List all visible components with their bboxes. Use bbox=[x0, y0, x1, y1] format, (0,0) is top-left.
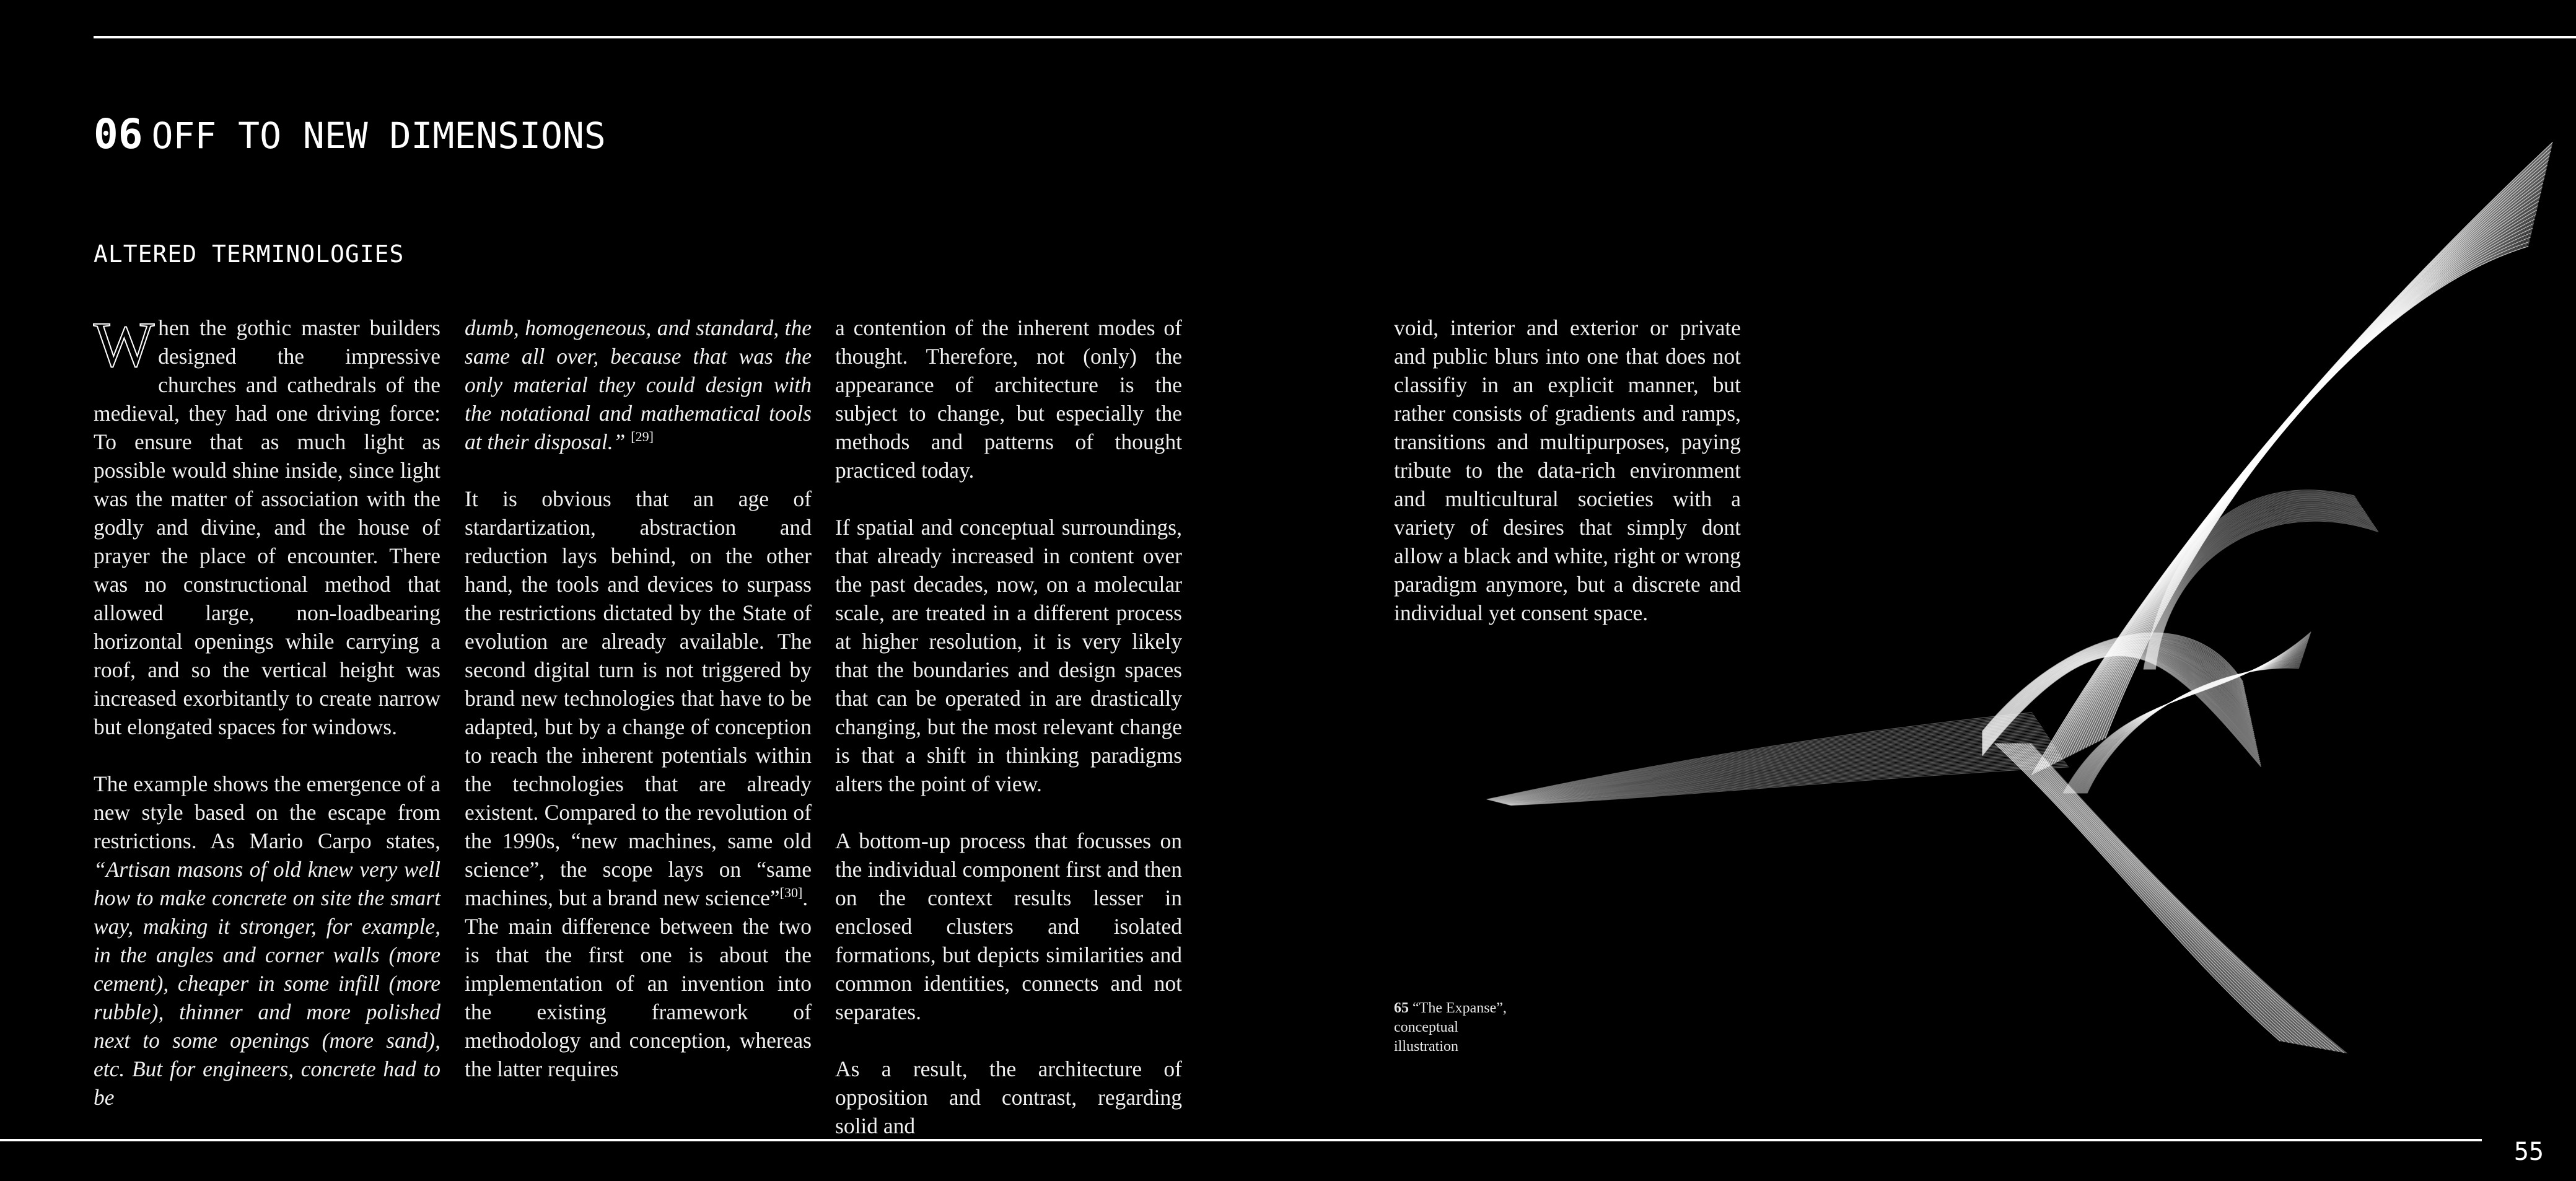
paragraph bbox=[465, 485, 812, 912]
text-column-2 bbox=[465, 314, 812, 1083]
figure-number: 65 bbox=[1394, 1000, 1409, 1016]
paragraph bbox=[94, 770, 440, 1112]
drop-cap: W bbox=[94, 309, 155, 380]
text-column-1 bbox=[94, 309, 440, 1112]
footnote-ref: [29] bbox=[631, 429, 654, 445]
figure-caption bbox=[1394, 999, 1518, 1056]
paragraph bbox=[94, 309, 440, 741]
paragraph: A bottom-up process that focusses on the individual component first and then on the context results lesser in enclosed clusters and isolated formations, but depicts similarities and common identities, connects and not separates. bbox=[835, 828, 1182, 1024]
chapter-heading bbox=[94, 110, 606, 158]
paragraph: The main difference between the two is that the first one is about the implementation of an invention into the existing framework of methodology and conception, whereas the latter requires bbox=[465, 914, 812, 1081]
chapter-number: 06 bbox=[94, 110, 143, 158]
paragraph-text: It is obvious that an age of stardartization, abstraction and reduction lays behind, on the other hand, the tools and devices to surpass the restrictions dictated by the State of evolution are already available. The second digital turn is not triggered by brand new technologies that have to be adapted, but by a change of conception to reach the inherent potentials within the technologies that are already existent. Compared to the revolution of the 1990s, “new machines, same old science”, the scope lays on “same machines, but a brand new science” bbox=[465, 486, 812, 910]
paragraph: a contention of the inherent modes of thought. Therefore, not (only) the appearance of architecture is the subject to change, but especially the methods and patterns of thought practiced today. bbox=[835, 315, 1182, 483]
paragraph: If spatial and conceptual surroundings, that already increased in content over the past decades, now, on a molecular scale, are treated in a different process at higher resolution, it is very likely that the boundaries and design spaces that can be operated in are drastically changing, but the most relevant change is that a shift in thinking paradigms alters the point of view. bbox=[835, 515, 1182, 796]
expanse-illustration bbox=[1474, 124, 2565, 1115]
text-column-3 bbox=[835, 314, 1182, 1140]
quote-text: “Artisan masons of old knew very well how to make concrete on site the smart way, making it stronger, for example, in the angles and corner walls (more cement), cheaper in some infill (more rubble), thinner and more polished next to some openings (more sand), etc. But for engineers, concrete had to be bbox=[94, 857, 440, 1110]
paragraph-text: hen the gothic master builders designed the impressive churches and cathedrals of the medieval, they had one driving force: To ensure that as much light as possible would shine inside, since light was the matter of association with the godly and divine, and the house of prayer the place of encounter. There was no constructional method that allowed large, non-loadbearing horizontal openings while carrying a roof, and so the vertical height was increased exorbitantly to create narrow but elongated spaces for windows. bbox=[94, 315, 440, 739]
chapter-title: OFF TO NEW DIMENSIONS bbox=[151, 115, 606, 157]
page-number: 55 bbox=[2513, 1138, 2544, 1166]
figure-caption-text: “The Expanse”, conceptual illustration bbox=[1394, 1000, 1507, 1055]
punctuation: . bbox=[802, 885, 808, 910]
quote-text: dumb, homogeneous, and standard, the same all over, because that was the only material they could design with the notational and mathematical tools at their disposal.” bbox=[465, 315, 812, 454]
footnote-ref: [30] bbox=[779, 885, 803, 901]
section-title: ALTERED TERMINOLOGIES bbox=[94, 240, 405, 268]
paragraph: As a result, the architecture of opposition and contrast, regarding solid and bbox=[835, 1056, 1182, 1138]
paragraph bbox=[465, 314, 812, 456]
paragraph-text: The example shows the emergence of a new style based on the escape from restrictions. As Mario Carpo states, bbox=[94, 771, 440, 853]
paragraph: void, interior and exterior or private and public blurs into one that does not classifiy in an explicit manner, but rather consists of gradients and ramps, transitions and multipurposes, paying tribute to the data-rich environment and multicultural societies with a variety of desires that simply dont allow a black and white, right or wrong paradigm anymore, but a discrete and individual yet consent space. bbox=[1394, 315, 1741, 625]
bottom-rule bbox=[0, 1139, 2482, 1141]
top-rule bbox=[94, 36, 2576, 38]
